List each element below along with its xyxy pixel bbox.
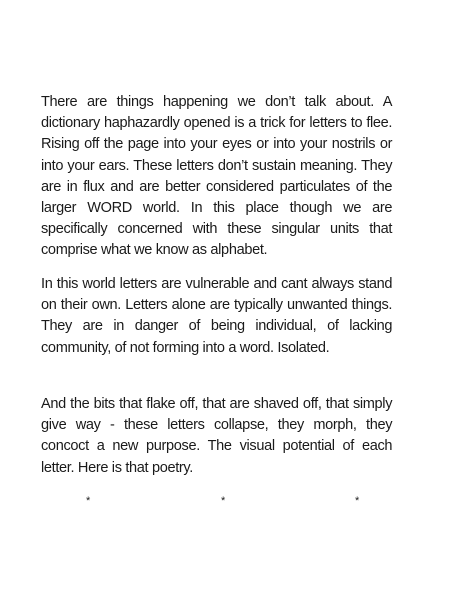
section-ornament-asterisk: *	[86, 495, 91, 507]
paragraph-2: In this world letters are vulnerable and cant always stand on their own. Letters alone are typically unwanted things. They are in danger of being individual, of lacking community, of not forming into a word. Isolated.	[41, 275, 393, 356]
paragraph-1: There are things happening we don’t talk about. A dictionary haphazardly opened is a trick for letters to flee. Rising off the page into your eyes or into your nostrils or into your ears. These letters don’t sustain meaning. They are in flux and are better considered particulates of the larger WORD world. In this place though we are specifically concerned with these singular units that comprise what we know as alphabet.	[41, 93, 393, 259]
section-ornament-asterisk: *	[355, 495, 360, 507]
section-ornament-asterisk: *	[221, 495, 226, 507]
paragraph-3: And the bits that flake off, that are shaved off, that simply give way - these letters collapse, they morph, they concoct a new purpose. The visual potential of each letter. Here is that poetry.	[41, 395, 393, 476]
